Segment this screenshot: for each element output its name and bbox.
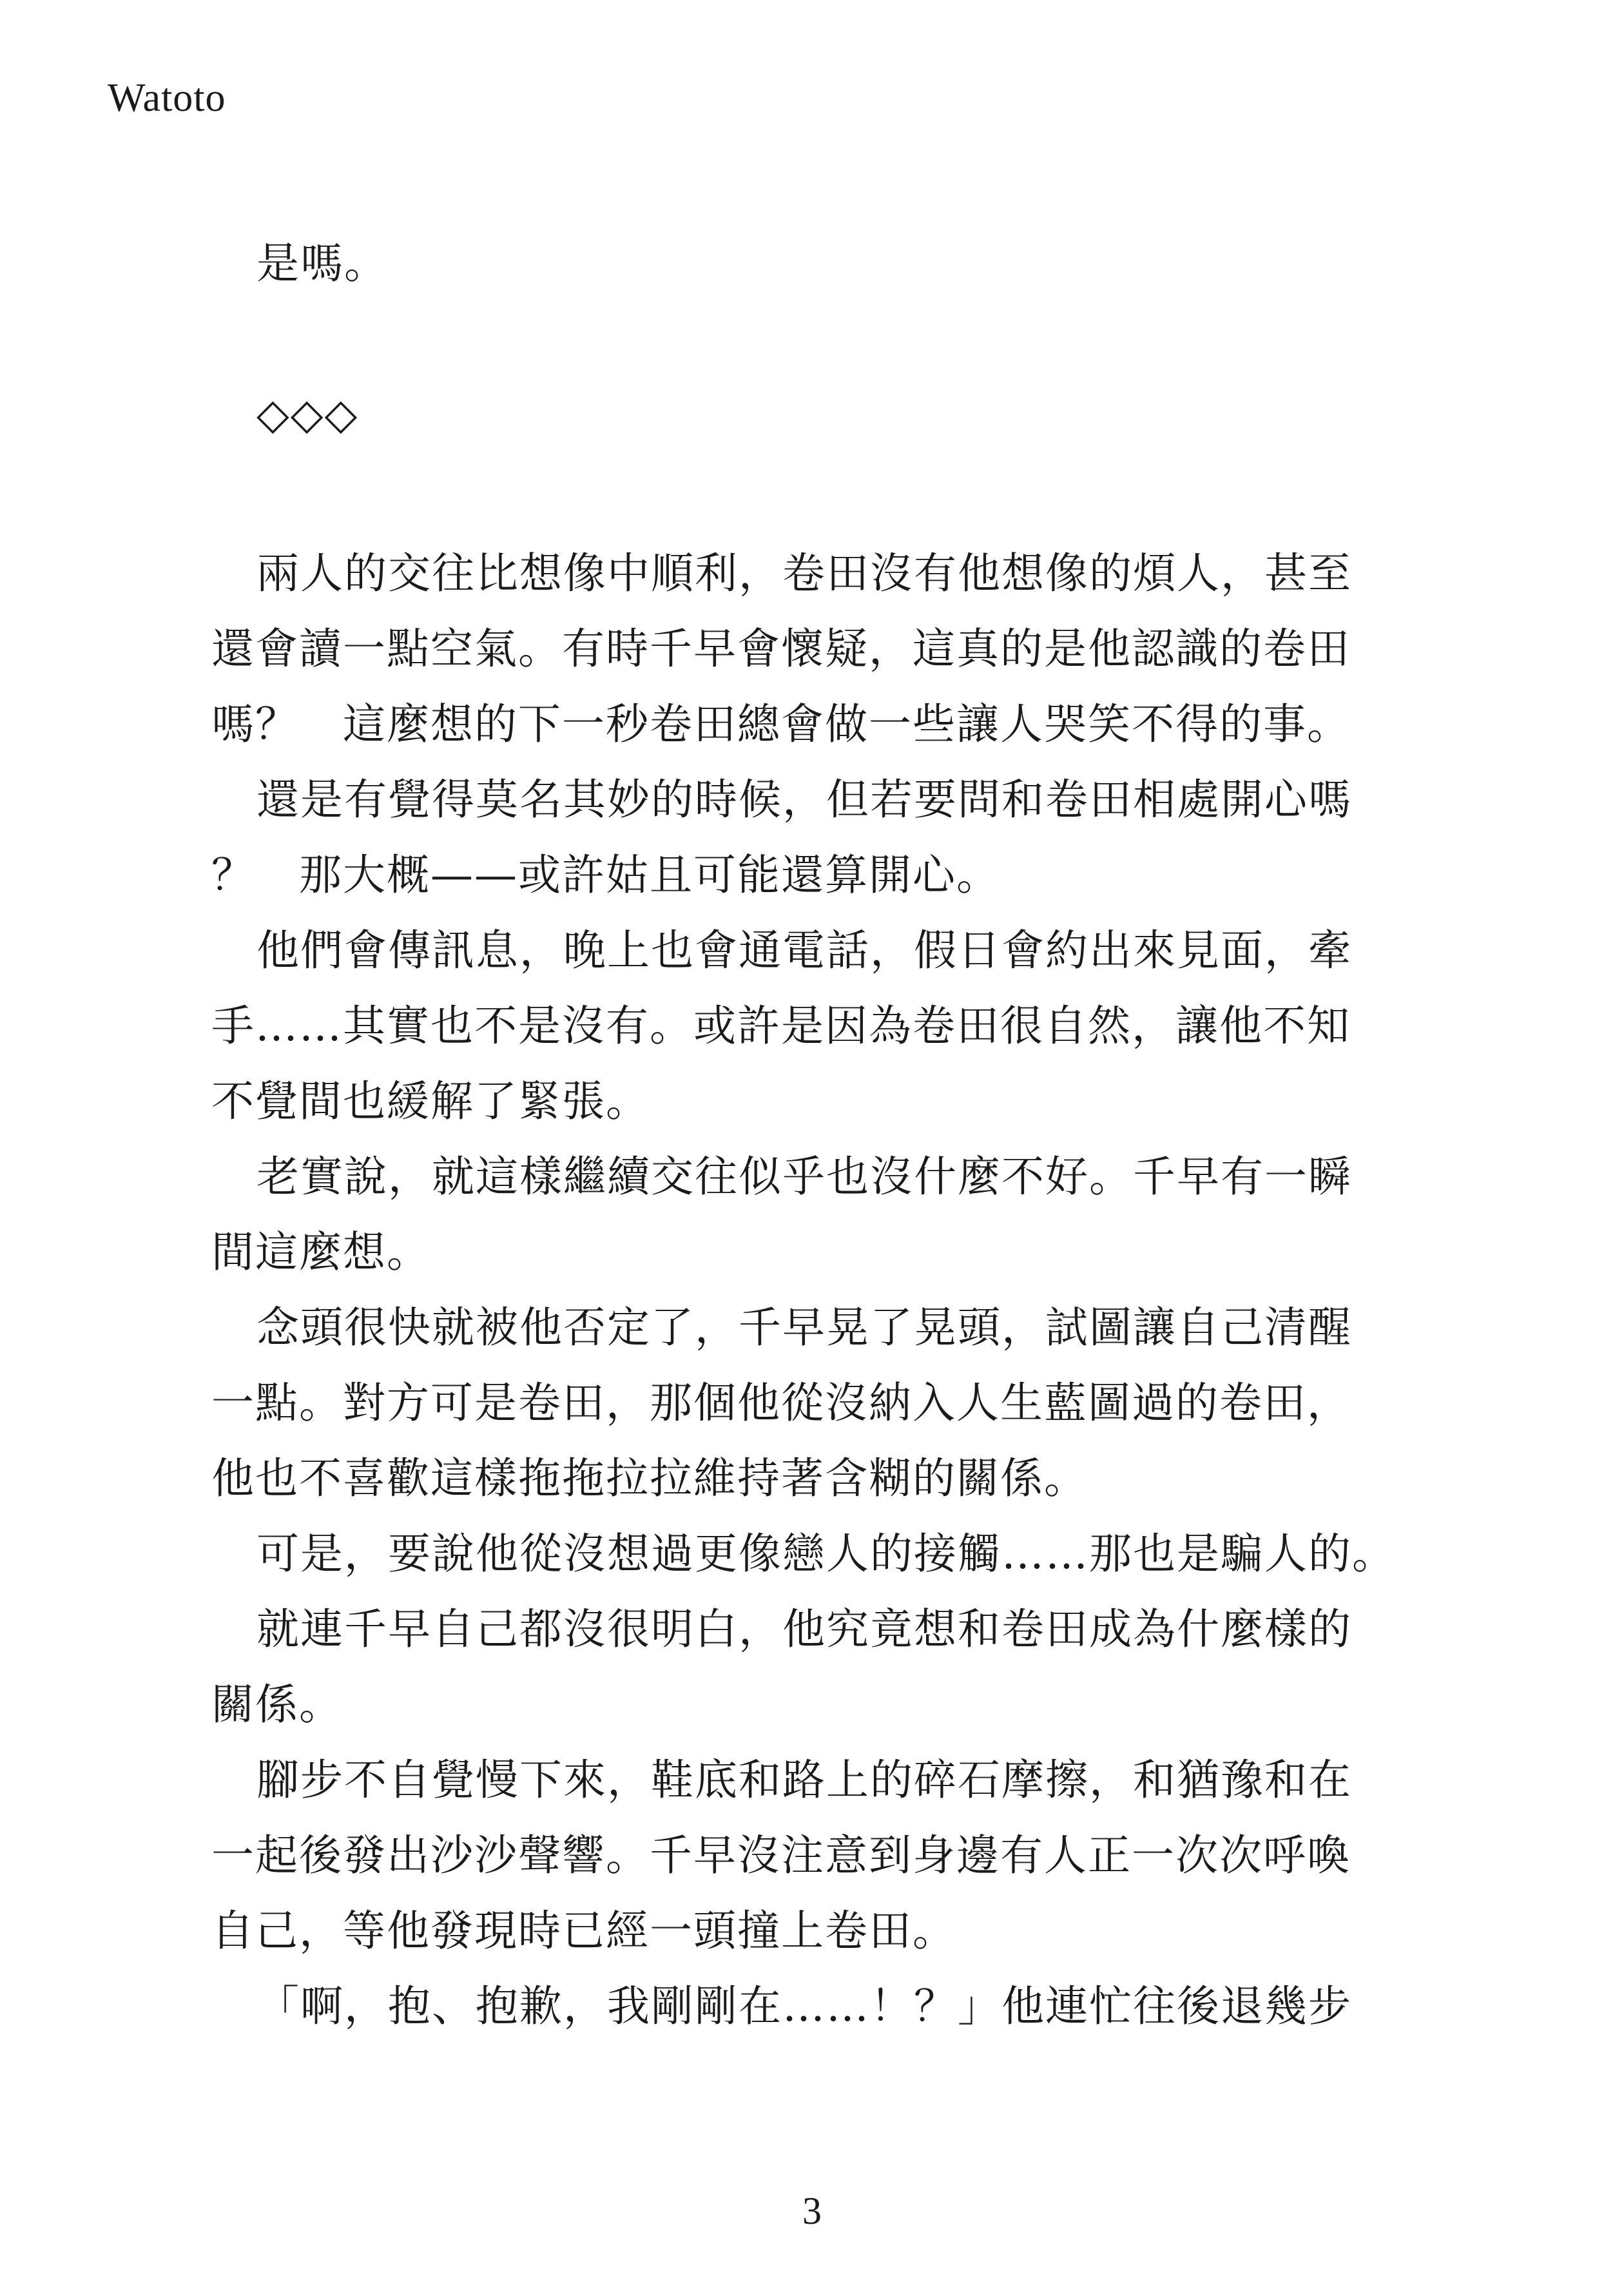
paragraph-line: 是嗎。: [256, 238, 388, 288]
paragraph-line: 還會讀一點空氣。有時千早會懷疑，這真的是他認識的卷田: [211, 624, 1351, 674]
paragraph-line: 還是有覺得莫名其妙的時候，但若要問和卷田相處開心嗎: [256, 775, 1352, 824]
paragraph-line: 嗎？ 這麼想的下一秒卷田總會做一些讓人哭笑不得的事。: [211, 699, 1351, 749]
paragraph-line: 他們會傳訊息，晚上也會通電話，假日會約出來見面，牽: [256, 926, 1352, 975]
paragraph-line: 兩人的交往比想像中順利，卷田沒有他想像的煩人，甚至: [256, 549, 1352, 598]
paragraph-line: 念頭很快就被他否定了，千早晃了晃頭，試圖讓自己清醒: [256, 1303, 1352, 1352]
paragraph-line: 一點。對方可是卷田，那個他從沒納入人生藍圖過的卷田，: [211, 1378, 1351, 1428]
paragraph-line: 他也不喜歡這樣拖拖拉拉維持著含糊的關係。: [211, 1453, 1088, 1503]
paragraph-line: 關係。: [211, 1680, 343, 1729]
section-break-marker: ◇◇◇: [256, 389, 359, 439]
page-number: 3: [802, 2190, 822, 2232]
paragraph-line: 間這麼想。: [211, 1227, 430, 1277]
paragraph-line: 一起後發出沙沙聲響。千早沒注意到身邊有人正一次次呼喚: [211, 1831, 1351, 1880]
paragraph-line: 「啊，抱、抱歉，我剛剛在……！？」他連忙往後退幾步: [256, 1981, 1352, 2031]
paragraph-line: 不覺間也緩解了緊張。: [211, 1076, 650, 1126]
document-body: [211, 226, 1436, 2044]
author-header: Watoto: [108, 76, 226, 120]
paragraph-line: 老實說，就這樣繼續交往似乎也沒什麼不好。千早有一瞬: [256, 1152, 1352, 1201]
paragraph-line: 腳步不自覺慢下來，鞋底和路上的碎石摩擦，和猶豫和在: [256, 1755, 1352, 1805]
section-spacer: [211, 301, 1436, 376]
paragraph-line: ？ 那大概——或許姑且可能還算開心。: [211, 850, 1000, 900]
paragraph-line: 就連千早自己都沒很明白，他究竟想和卷田成為什麼樣的: [256, 1604, 1352, 1654]
paragraph-line: 可是，要說他從沒想過更像戀人的接觸……那也是騙人的。: [256, 1529, 1396, 1579]
paragraph-line: 自己，等他發現時已經一頭撞上卷田。: [211, 1906, 956, 1956]
paragraph-line: 手……其實也不是沒有。或許是因為卷田很自然，讓他不知: [211, 1001, 1351, 1051]
section-spacer: [211, 452, 1436, 536]
